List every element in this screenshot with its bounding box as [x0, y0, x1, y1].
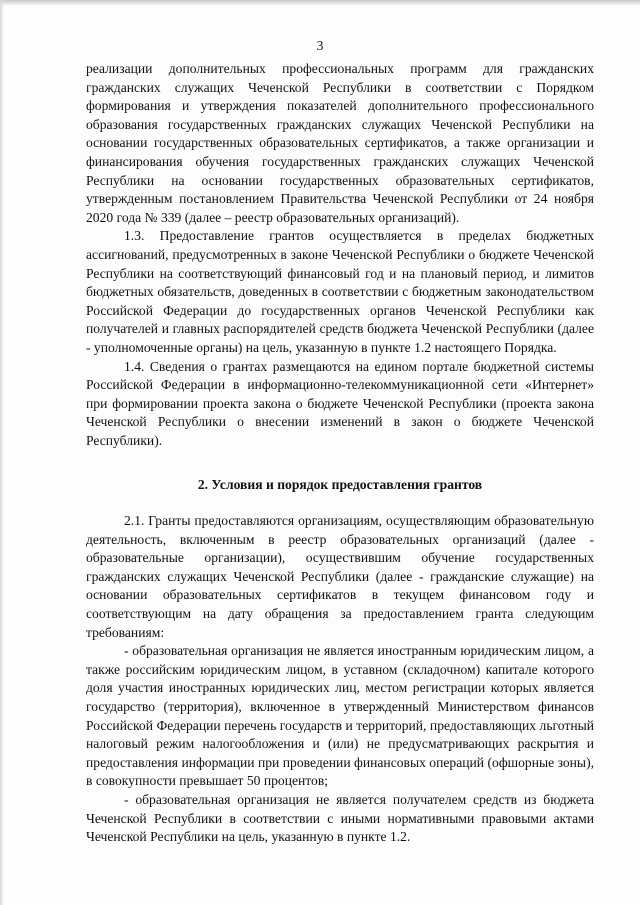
scan-edge-top [0, 0, 640, 6]
document-body [86, 60, 594, 847]
paragraph-1-4: 1.4. Сведения о грантах размещаются на едином портале бюджетной системы Российской Федерации в информационно-телекоммуникационной сети «Интернет» при формировании проекта закона о бюджете Чеченской Республики (проекта закона Чеченской Республики о внесении изменений в закон о бюджете Чеченской Республики). [86, 358, 594, 448]
paragraph-2-1: 2.1. Гранты предоставляются организациям, осуществляющим образовательную деятельность, включенным в реестр образовательных организаций (далее - образовательные организации), осуществившим обучение государственных гражданских служащих Чеченской Республики (далее - гражданские служащие) на основании образовательных сертификатов в текущем финансовом году и соответствующим на дату обращения за предоставлением гранта следующим требованиям: [86, 513, 594, 640]
paragraph-1-3: 1.3. Предоставление грантов осуществляется в пределах бюджетных ассигнований, предусмотренных в законе Чеченской Республики о бюджете Чеченской Республики на соответствующий финансовый год и на плановый период, и лимитов бюджетных обязательств, доведенных в соответствии с бюджетным законодательством Российской Федерации до государственных органов Чеченской Республики как получателей и главных распорядителей средств бюджета Чеченской Республики (далее - уполномоченные органы) на цель, указанную в пункте 1.2 настоящего Порядка. [86, 228, 594, 355]
paragraph-continuation: реализации дополнительных профессиональных программ для гражданских гражданских служащих Чеченской Республики в соответствии с Порядком формирования и утверждения показателей дополнительного профессионального образования государственных гражданских служащих Чеченской Республики на основании государственных образовательных сертификатов, а также организации и финансирования обучения государственных гражданских служащих Чеченской Республики на основании государственных образовательных сертификатов, утвержденным постановлением Правительства Чеченской Республики от 24 ноября 2020 года № 339 (далее – реестр образовательных организаций). [86, 61, 594, 225]
requirement-item-foreign-entity: - образовательная организация не является иностранным юридическим лицом, а также российским юридическим лицом, в уставном (складочном) капитале которого доля участия иностранных юридических лиц, местом регистрации которых является государство (территория), включенное в утвержденный Министерством финансов Российской Федерации перечень государств и территорий, предоставляющих льготный налоговый режим налогообложения и (или) не предусматривающих раскрытия и предоставления информации при проведении финансовых операций (офшорные зоны), в совокупности превышает 50 процентов; [86, 643, 594, 789]
requirement-item-other-funds: - образовательная организация не является получателем средств из бюджета Чеченской Республики в соответствии с иными нормативными правовыми актами Чеченской Республики на цель, указанную в пункте 1.2. [86, 791, 594, 845]
scan-edge-left [0, 0, 4, 905]
page-number: 3 [316, 38, 324, 53]
section-heading: 2. Условия и порядок предоставления грантов [197, 477, 483, 493]
